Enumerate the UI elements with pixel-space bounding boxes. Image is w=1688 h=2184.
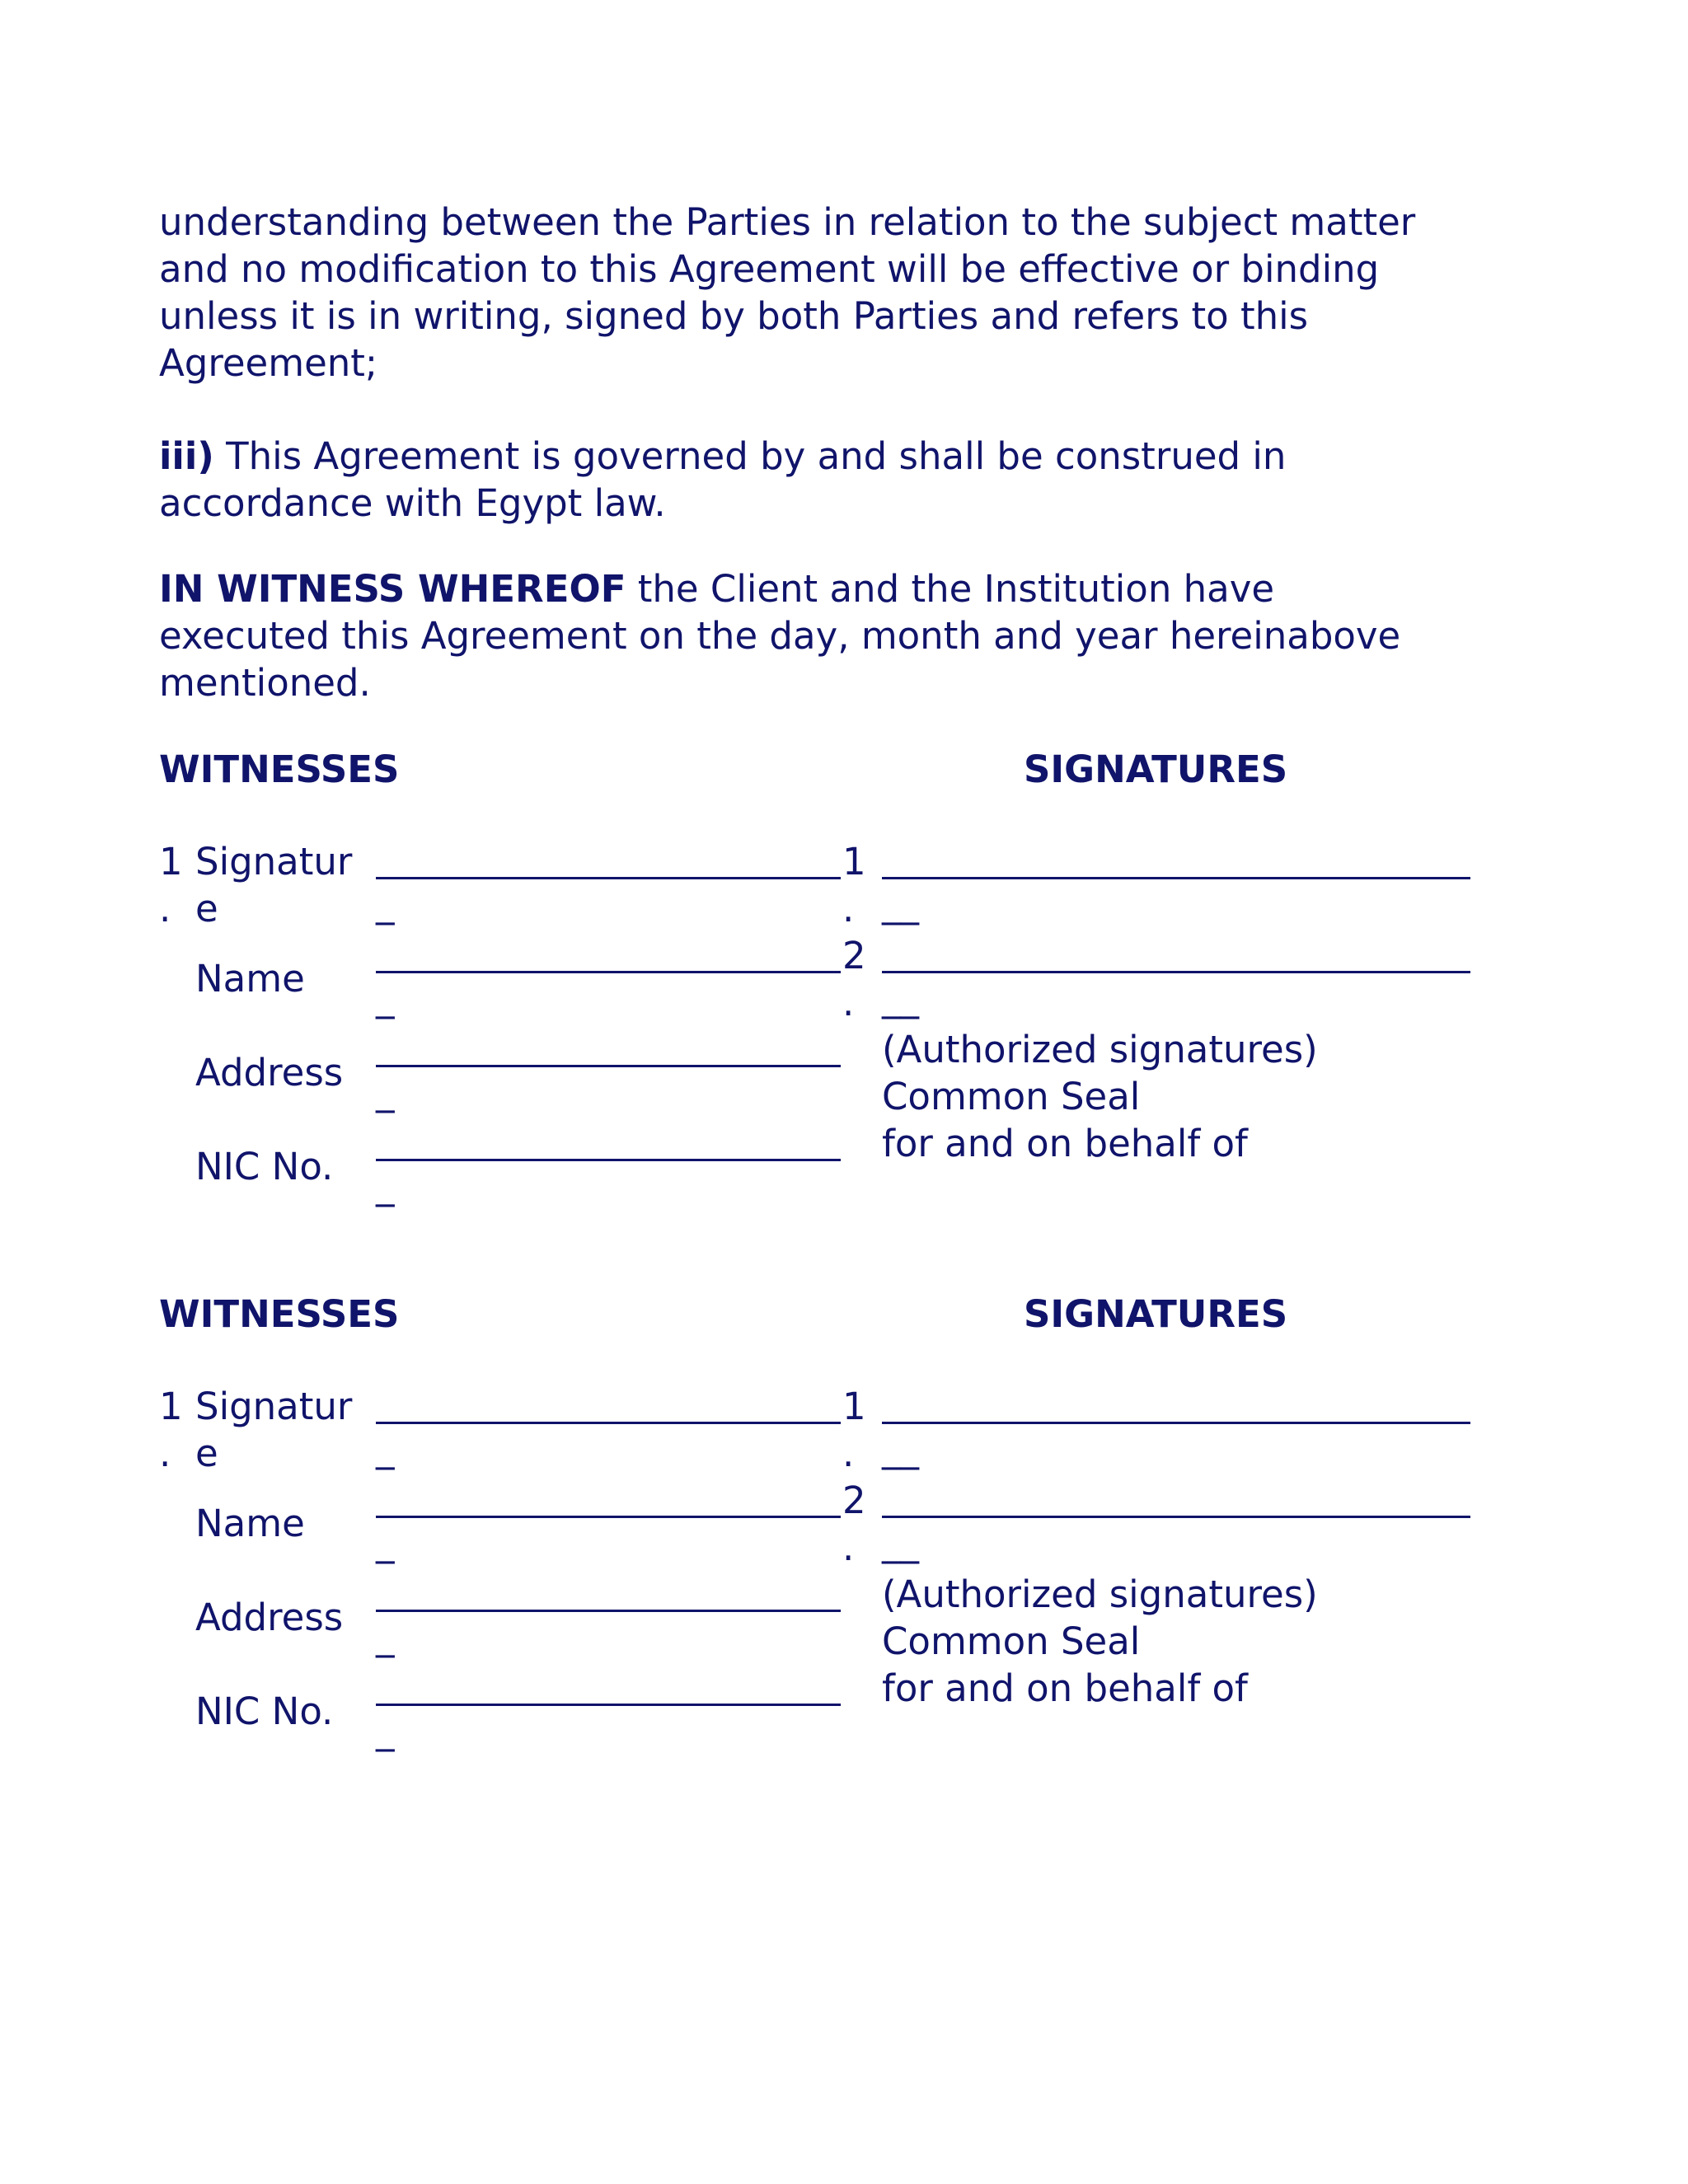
witness-address-line[interactable]	[376, 1065, 841, 1067]
common-seal-note: Common Seal	[882, 1619, 1141, 1663]
common-seal-note: Common Seal	[882, 1075, 1141, 1118]
witness-name-line[interactable]	[376, 1516, 841, 1518]
witness-number: 1	[159, 1385, 183, 1428]
line-tail: __	[882, 882, 919, 926]
witness-whereof-heading: IN WITNESS WHEREOF	[159, 567, 626, 611]
authorized-signatures-note: (Authorized signatures)	[882, 1028, 1318, 1071]
line-tail: _	[376, 882, 395, 926]
witness-number-dot: .	[159, 1432, 171, 1475]
line-tail: _	[376, 976, 395, 1019]
witness-signature-line[interactable]	[376, 1422, 841, 1424]
on-behalf-note: for and on behalf of	[882, 1122, 1248, 1165]
address-label: Address	[195, 1596, 344, 1639]
text-line: mentioned.	[159, 661, 371, 705]
line-tail: __	[882, 1427, 919, 1470]
agreement-clause-continuation	[159, 199, 1511, 387]
text-line: understanding between the Parties in relation to the subject matter	[159, 200, 1416, 244]
on-behalf-note: for and on behalf of	[882, 1666, 1248, 1710]
witness-signature-line[interactable]	[376, 877, 841, 879]
line-tail: __	[882, 976, 919, 1019]
witness-name-line[interactable]	[376, 971, 841, 973]
text-line: the Client and the Institution have	[626, 567, 1275, 611]
signature-label-wrap: e	[195, 887, 218, 930]
clause-marker: iii)	[159, 434, 214, 478]
line-tail: _	[376, 1164, 395, 1207]
signatory-number: 2	[842, 934, 866, 977]
signature-label: Signatur	[195, 1385, 353, 1428]
line-tail: _	[376, 1521, 395, 1564]
line-tail: _	[376, 1427, 395, 1470]
address-label: Address	[195, 1051, 344, 1094]
line-tail: _	[376, 1070, 395, 1113]
witness-number-dot: .	[159, 887, 171, 930]
signatures-heading: SIGNATURES	[1024, 1292, 1288, 1336]
signature-label: Signatur	[195, 840, 353, 883]
text-line: unless it is in writing, signed by both Parties and refers to this	[159, 294, 1309, 338]
text-line: Agreement;	[159, 341, 378, 385]
nic-label: NIC No.	[195, 1690, 334, 1733]
witnesses-heading: WITNESSES	[159, 1292, 400, 1336]
text-line: This Agreement is governed by and shall be construed in	[213, 434, 1287, 478]
authorized-signatures-note: (Authorized signatures)	[882, 1572, 1318, 1616]
signatory-number-dot: .	[842, 887, 855, 930]
governing-law-clause	[159, 433, 1511, 527]
witnesses-heading: WITNESSES	[159, 748, 400, 791]
signatory-2-line[interactable]	[882, 1516, 1470, 1518]
witness-whereof-clause	[159, 565, 1511, 706]
witness-nic-line[interactable]	[376, 1159, 841, 1161]
line-tail: _	[376, 1615, 395, 1658]
signatory-1-line[interactable]	[882, 877, 1470, 879]
nic-label: NIC No.	[195, 1145, 334, 1188]
signatory-number: 1	[842, 1385, 866, 1428]
name-label: Name	[195, 957, 305, 1001]
witness-number: 1	[159, 840, 183, 883]
text-line: and no modification to this Agreement will be effective or binding	[159, 247, 1380, 291]
text-line: executed this Agreement on the day, month and year hereinabove	[159, 614, 1401, 658]
line-tail: __	[882, 1521, 919, 1564]
signatory-number-dot: .	[842, 1432, 855, 1475]
name-label: Name	[195, 1502, 305, 1545]
signatory-number: 2	[842, 1479, 866, 1522]
witness-nic-line[interactable]	[376, 1704, 841, 1706]
signatory-number: 1	[842, 840, 866, 883]
signatures-heading: SIGNATURES	[1024, 748, 1288, 791]
witness-address-line[interactable]	[376, 1610, 841, 1612]
signatory-1-line[interactable]	[882, 1422, 1470, 1424]
signatory-2-line[interactable]	[882, 971, 1470, 973]
signatory-number-dot: .	[842, 1526, 855, 1569]
line-tail: _	[376, 1708, 395, 1752]
signature-label-wrap: e	[195, 1432, 218, 1475]
text-line: accordance with Egypt law.	[159, 481, 666, 525]
signatory-number-dot: .	[842, 981, 855, 1024]
